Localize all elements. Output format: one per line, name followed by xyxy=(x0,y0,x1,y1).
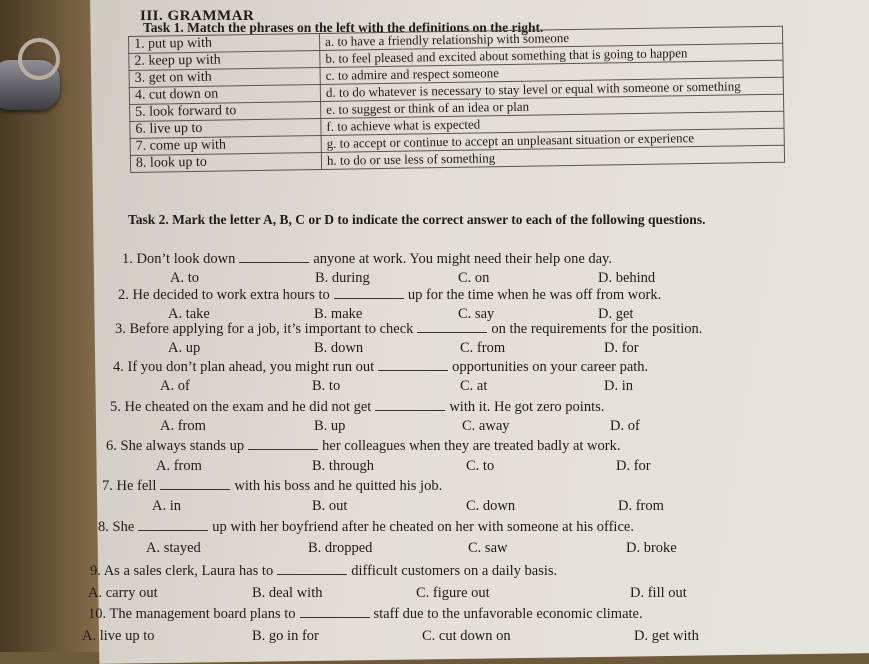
answer-option: D. get with xyxy=(634,628,699,644)
answer-option: D. for xyxy=(616,458,651,474)
question-stem xyxy=(115,320,702,338)
answer-blank xyxy=(334,286,404,299)
question-stem xyxy=(118,286,661,304)
definition-cell: d. to do whatever is necessary to stay level or equal with someone or something xyxy=(320,77,783,101)
question-stem xyxy=(88,605,643,623)
definition-cell: g. to accept or continue to accept an unpleasant situation or experience xyxy=(321,128,784,152)
answer-option: D. get xyxy=(598,306,634,322)
answer-option: C. to xyxy=(466,458,495,474)
question-text-continued: up for the time when he was off from work. xyxy=(407,287,662,303)
answer-option: A. from xyxy=(156,458,202,474)
definition-cell: b. to feel pleased and excited about something that is going to happen xyxy=(320,43,783,67)
answer-option: B. up xyxy=(314,418,346,434)
question-text: 10. The management board plans to xyxy=(88,606,296,622)
question-stem xyxy=(90,562,557,580)
answer-option: A. stayed xyxy=(146,540,201,556)
question-text: 1. Don’t look down xyxy=(122,251,236,267)
key-ring xyxy=(18,38,60,80)
definition-cell: f. to achieve what is expected xyxy=(321,111,784,135)
answer-option: A. of xyxy=(160,378,190,394)
answer-option: C. figure out xyxy=(416,585,490,601)
answer-option: B. deal with xyxy=(252,585,323,601)
phrase-cell: 2. keep up with xyxy=(129,50,320,70)
question-text-continued: anyone at work. You might need their help one day. xyxy=(313,251,612,267)
answer-option: D. fill out xyxy=(630,585,687,601)
answer-option: D. from xyxy=(618,498,664,514)
answer-option: C. say xyxy=(458,306,495,322)
answer-option: B. make xyxy=(314,306,363,322)
phrase-cell: 1. put up with xyxy=(129,33,320,53)
answer-option: D. behind xyxy=(598,270,656,286)
task1-instruction: Task 1. Match the phrases on the left with the definitions on the right. xyxy=(143,20,544,35)
answer-option: C. cut down on xyxy=(422,628,511,644)
answer-blank xyxy=(417,320,487,333)
question-text-continued: opportunities on your career path. xyxy=(452,359,649,375)
answer-option: A. live up to xyxy=(82,628,155,644)
answer-option: C. saw xyxy=(468,540,508,556)
question-stem xyxy=(98,518,634,536)
question-stem xyxy=(102,477,442,495)
answer-option: B. dropped xyxy=(308,540,373,556)
question-text: 5. He cheated on the exam and he did not get xyxy=(110,399,372,415)
phrase-cell: 3. get on with xyxy=(129,67,320,87)
definition-cell: a. to have a friendly relationship with someone xyxy=(319,26,782,50)
answer-blank xyxy=(138,518,208,531)
question-text: 9. As a sales clerk, Laura has to xyxy=(90,563,274,579)
phrase-cell: 4. cut down on xyxy=(129,84,320,104)
answer-option: C. from xyxy=(460,340,506,356)
question-stem xyxy=(110,398,604,416)
question-text: 3. Before applying for a job, it’s important to check xyxy=(115,321,414,337)
question-text-continued: her colleagues when they are treated badly at work. xyxy=(322,438,621,454)
answer-option: A. to xyxy=(170,270,199,286)
answer-option: A. from xyxy=(160,418,206,434)
phrase-cell: 5. look forward to xyxy=(130,101,321,121)
answer-blank xyxy=(239,250,309,263)
question-text-continued: difficult customers on a daily basis. xyxy=(351,563,558,579)
answer-option: C. away xyxy=(462,418,510,434)
question-text: 7. He fell xyxy=(102,478,157,494)
answer-option: B. to xyxy=(312,378,341,394)
answer-option: D. in xyxy=(604,378,633,394)
answer-option: D. of xyxy=(610,418,640,434)
question-text-continued: on the requirements for the position. xyxy=(491,321,703,337)
question-text-continued: with it. He got zero points. xyxy=(449,399,605,415)
answer-option: B. during xyxy=(315,270,370,286)
answer-option: A. take xyxy=(168,306,210,322)
answer-blank xyxy=(277,562,347,575)
answer-option: D. for xyxy=(604,340,639,356)
answer-blank xyxy=(248,437,318,450)
question-text: 2. He decided to work extra hours to xyxy=(118,287,330,303)
question-text-continued: staff due to the unfavorable economic climate. xyxy=(373,606,643,622)
question-text: 4. If you don’t plan ahead, you might run out xyxy=(113,359,375,375)
answer-option: C. at xyxy=(460,378,488,394)
answer-option: B. out xyxy=(312,498,348,514)
answer-option: B. go in for xyxy=(252,628,319,644)
answer-option: B. through xyxy=(312,458,375,474)
answer-option: C. on xyxy=(458,270,490,286)
matching-table xyxy=(128,26,785,173)
answer-option: B. down xyxy=(314,340,364,356)
phrase-cell: 8. look up to xyxy=(130,152,321,172)
question-stem xyxy=(113,358,648,376)
task2-instruction: Task 2. Mark the letter A, B, C or D to indicate the correct answer to each of the following questions. xyxy=(128,212,706,227)
section-title: III. GRAMMAR xyxy=(140,8,255,24)
answer-option: A. carry out xyxy=(88,585,158,601)
answer-option: C. down xyxy=(466,498,516,514)
phrase-cell: 7. come up with xyxy=(130,135,321,155)
question-text-continued: up with her boyfriend after he cheated on her with someone at his office. xyxy=(212,519,634,535)
question-stem xyxy=(122,250,612,268)
definition-cell: h. to do or use less of something xyxy=(321,145,784,169)
definition-cell: e. to suggest or think of an idea or plan xyxy=(321,94,784,118)
answer-blank xyxy=(300,605,370,618)
answer-option: D. broke xyxy=(626,540,677,556)
answer-blank xyxy=(160,477,230,490)
answer-option: A. in xyxy=(152,498,181,514)
answer-option: A. up xyxy=(168,340,201,356)
definition-cell: c. to admire and respect someone xyxy=(320,60,783,84)
answer-blank xyxy=(378,358,448,371)
question-text: 6. She always stands up xyxy=(106,438,245,454)
phrase-cell: 6. live up to xyxy=(130,118,321,138)
answer-blank xyxy=(375,398,445,411)
question-text: 8. She xyxy=(98,519,135,535)
question-stem xyxy=(106,437,620,455)
question-text-continued: with his boss and he quitted his job. xyxy=(234,478,443,494)
